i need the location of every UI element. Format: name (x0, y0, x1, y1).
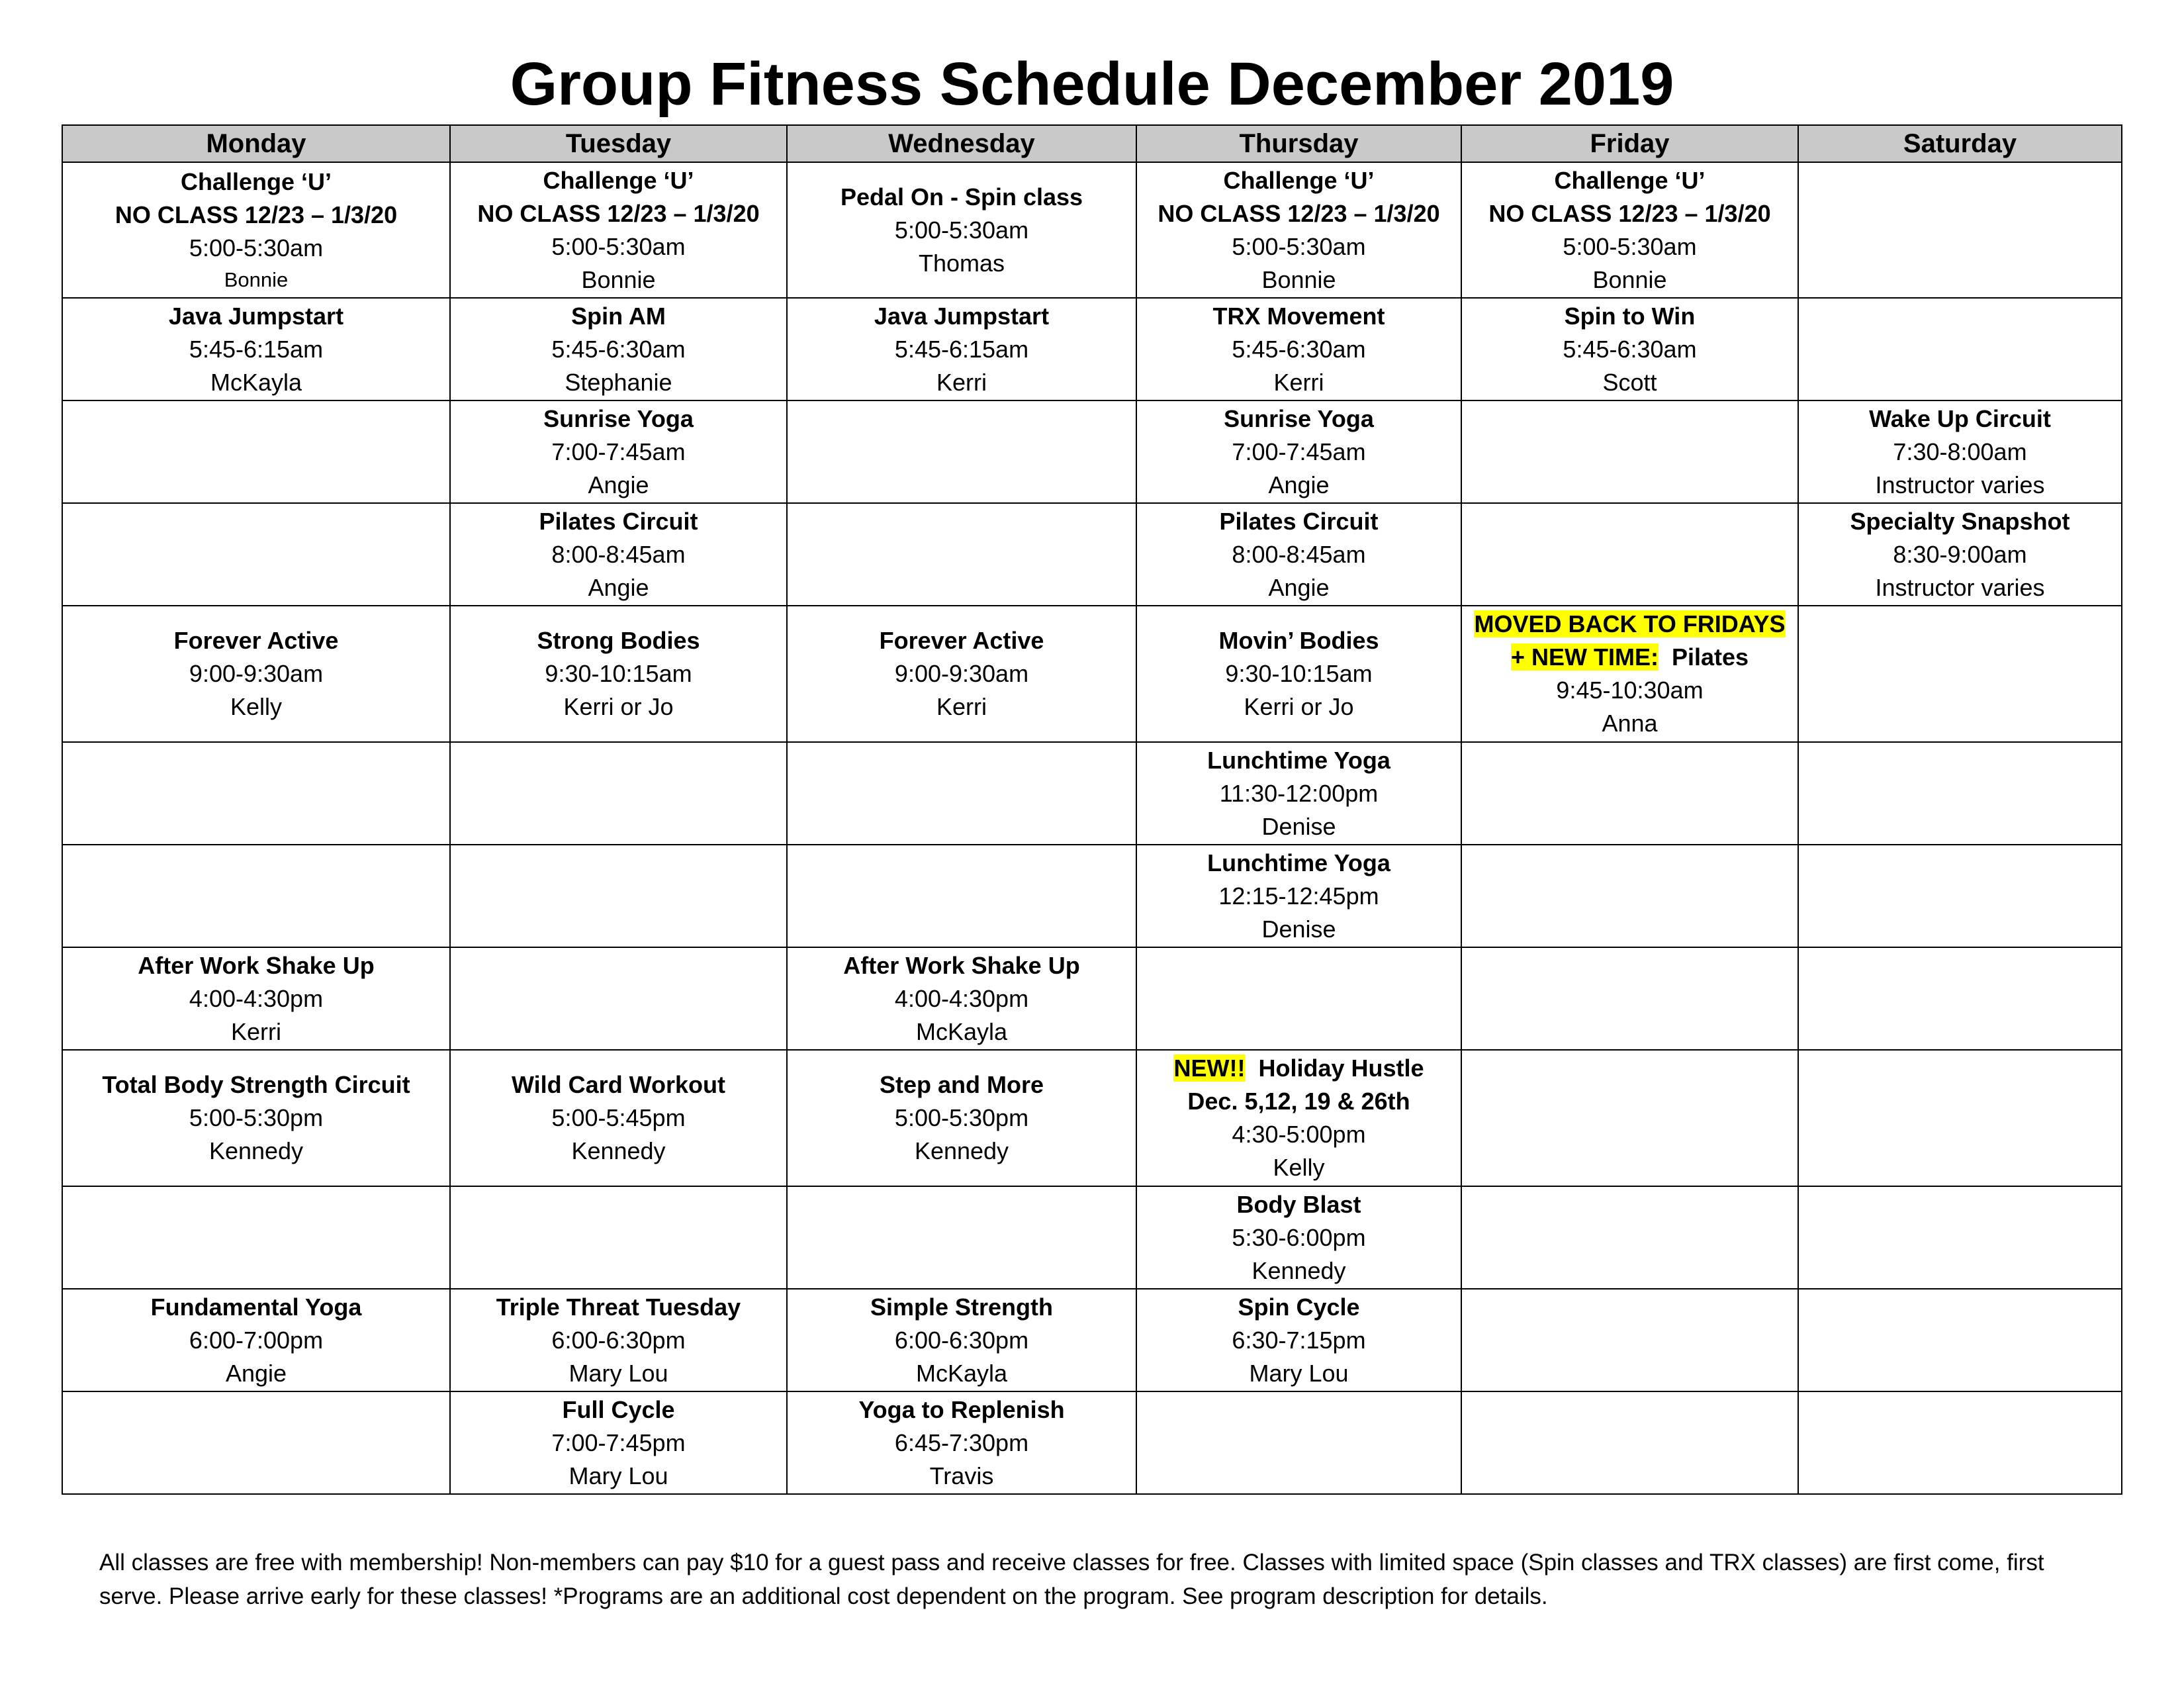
class-line-bold: Yoga to Replenish (858, 1395, 1065, 1423)
highlight-text: NEW!! (1173, 1055, 1246, 1082)
class-line-bold: Challenge ‘U’ (180, 167, 332, 195)
empty-cell-monday (62, 742, 450, 845)
class-cell-tuesday (450, 298, 787, 400)
schedule-row (62, 1186, 2122, 1289)
empty-cell-friday (1461, 947, 1798, 1050)
empty-cell-tuesday (450, 947, 787, 1050)
class-line: Instructor varies (1875, 471, 2045, 498)
class-line: 5:00-5:30pm (189, 1104, 324, 1131)
empty-cell-wednesday (787, 400, 1136, 503)
class-line: Kelly (230, 693, 283, 720)
class-cell-monday (62, 1050, 450, 1186)
class-line-bold: Spin AM (571, 302, 666, 330)
class-line-bold: NO CLASS 12/23 – 1/3/20 (114, 201, 398, 228)
class-line-bold: Body Blast (1236, 1190, 1361, 1218)
class-line: Kennedy (208, 1137, 304, 1164)
class-cell-monday (62, 606, 450, 742)
empty-cell-saturday (1798, 162, 2122, 298)
schedule-row (62, 162, 2122, 298)
schedule-row (62, 1050, 2122, 1186)
class-line-bold: Total Body Strength Circuit (102, 1071, 410, 1098)
empty-cell-friday (1461, 503, 1798, 606)
empty-cell-thursday (1136, 1391, 1461, 1494)
class-line: 8:00-8:45am (551, 540, 686, 568)
schedule-row (62, 1289, 2122, 1391)
class-line: Anna (1602, 710, 1658, 737)
class-line-bold: Pilates Circuit (539, 507, 698, 535)
day-header-row (62, 125, 2122, 162)
class-line: 5:00-5:45pm (551, 1104, 686, 1131)
empty-cell-friday (1461, 1289, 1798, 1391)
empty-cell-monday (62, 503, 450, 606)
class-cell-thursday (1136, 400, 1461, 503)
schedule-body (62, 162, 2122, 1494)
class-line-bold: Sunrise Yoga (1224, 404, 1374, 432)
class-line: 8:30-9:00am (1893, 540, 2027, 568)
class-line: Mary Lou (569, 1462, 668, 1489)
class-line: 4:30-5:00pm (1232, 1121, 1366, 1148)
class-cell-friday (1461, 298, 1798, 400)
class-cell-monday (62, 1289, 450, 1391)
highlight-text: + NEW TIME: (1510, 643, 1659, 671)
footer-note: All classes are free with membership! Non-members can pay $10 for a guest pass and receive classes for free. Classes with limited space (Spin classes and TRX classes) are first come, first serve. Please arrive early for these classes! *Programs are an additional cost dependent on the program. See program description for details. (99, 1550, 2044, 1609)
class-line-bold: Wild Card Workout (512, 1071, 725, 1098)
class-line: Bonnie (1592, 265, 1667, 293)
class-line: 5:45-6:30am (1232, 335, 1366, 363)
empty-cell-saturday (1798, 1289, 2122, 1391)
empty-cell-wednesday (787, 1186, 1136, 1289)
class-line-bold: Lunchtime Yoga (1207, 746, 1390, 774)
empty-cell-wednesday (787, 503, 1136, 606)
class-line: McKayla (210, 368, 302, 396)
class-line: Travis (929, 1462, 994, 1489)
class-line-bold: TRX Movement (1212, 302, 1385, 330)
class-line: 7:00-7:45pm (551, 1429, 686, 1456)
class-line: Angie (588, 471, 649, 498)
class-line: 5:00-5:30am (894, 216, 1029, 244)
empty-cell-friday (1461, 845, 1798, 947)
class-cell-wednesday (787, 1050, 1136, 1186)
empty-cell-tuesday (450, 845, 787, 947)
class-line: Scott (1602, 368, 1657, 396)
class-cell-tuesday (450, 503, 787, 606)
class-line: Denise (1261, 915, 1336, 943)
empty-cell-saturday (1798, 606, 2122, 742)
class-cell-tuesday (450, 606, 787, 742)
empty-cell-saturday (1798, 845, 2122, 947)
class-line: 5:45-6:15am (894, 335, 1029, 363)
class-cell-tuesday (450, 1289, 787, 1391)
class-line: 6:00-7:00pm (189, 1326, 324, 1354)
empty-cell-friday (1461, 400, 1798, 503)
class-line: Angie (225, 1359, 287, 1387)
class-cell-saturday (1798, 400, 2122, 503)
empty-cell-friday (1461, 1050, 1798, 1186)
class-line: 9:00-9:30am (894, 660, 1029, 687)
class-line: 6:00-6:30pm (551, 1326, 686, 1354)
class-line: 9:30-10:15am (1225, 660, 1373, 687)
class-line: 5:45-6:30am (1563, 335, 1697, 363)
class-cell-thursday (1136, 845, 1461, 947)
schedule-row (62, 298, 2122, 400)
class-line: Instructor varies (1875, 573, 2045, 601)
class-line-bold: Spin Cycle (1238, 1293, 1360, 1321)
class-cell-friday (1461, 162, 1798, 298)
day-header-tuesday: Tuesday (450, 125, 787, 162)
highlighted-line (1466, 641, 1794, 674)
schedule-table (62, 124, 2122, 1495)
highlight-text: MOVED BACK TO FRIDAYS (1474, 610, 1786, 637)
class-line: Bonnie (224, 267, 289, 291)
class-line: Mary Lou (569, 1359, 668, 1387)
empty-cell-saturday (1798, 1391, 2122, 1494)
class-cell-monday (62, 162, 450, 298)
class-line-bold: Step and More (879, 1071, 1044, 1098)
class-cell-thursday (1136, 162, 1461, 298)
class-line: Bonnie (1261, 265, 1336, 293)
class-line: Mary Lou (1249, 1359, 1349, 1387)
class-name-suffix: Pilates (1658, 643, 1749, 671)
class-line: Kelly (1273, 1154, 1325, 1181)
class-line: 9:45-10:30am (1556, 677, 1704, 704)
schedule-row (62, 947, 2122, 1050)
class-line: Kennedy (571, 1137, 666, 1164)
class-line: Kerri (1273, 368, 1324, 396)
class-line: 6:30-7:15pm (1232, 1326, 1366, 1354)
empty-cell-thursday (1136, 947, 1461, 1050)
empty-cell-saturday (1798, 298, 2122, 400)
schedule-row (62, 845, 2122, 947)
class-line: 5:30-6:00pm (1232, 1223, 1366, 1251)
class-line: McKayla (915, 1359, 1008, 1387)
class-line: Angie (588, 573, 649, 601)
day-header-friday: Friday (1461, 125, 1798, 162)
class-line-bold: Sunrise Yoga (543, 404, 694, 432)
highlighted-line (1466, 608, 1794, 641)
class-line-bold: Java Jumpstart (168, 302, 344, 330)
class-cell-thursday (1136, 298, 1461, 400)
class-line-bold: Fundamental Yoga (150, 1293, 362, 1321)
class-line: Thomas (918, 249, 1005, 277)
class-line: 8:00-8:45am (1232, 540, 1366, 568)
class-line: McKayla (915, 1017, 1008, 1045)
class-line: 9:30-10:15am (545, 660, 692, 687)
class-line: 4:00-4:30pm (894, 984, 1029, 1012)
class-cell-wednesday (787, 1391, 1136, 1494)
class-line: Kerri (936, 693, 987, 720)
class-cell-monday (62, 298, 450, 400)
class-line: 5:00-5:30am (551, 232, 686, 260)
class-line-bold: Lunchtime Yoga (1207, 849, 1390, 876)
class-line: 7:00-7:45am (1232, 438, 1366, 465)
class-cell-wednesday (787, 298, 1136, 400)
class-line-bold: Java Jumpstart (874, 302, 1050, 330)
class-line: Kerri (230, 1017, 281, 1045)
empty-cell-tuesday (450, 1186, 787, 1289)
class-cell-tuesday (450, 1050, 787, 1186)
class-cell-monday (62, 947, 450, 1050)
class-line-bold: Spin to Win (1564, 302, 1696, 330)
day-header-wednesday: Wednesday (787, 125, 1136, 162)
highlighted-line (1141, 1052, 1457, 1085)
class-cell-thursday (1136, 606, 1461, 742)
class-cell-saturday (1798, 503, 2122, 606)
empty-cell-monday (62, 1391, 450, 1494)
class-line-bold: Challenge ‘U’ (1554, 166, 1706, 194)
class-line-bold: Dec. 5,12, 19 & 26th (1187, 1088, 1410, 1115)
class-line-bold: Pilates Circuit (1219, 507, 1379, 535)
empty-cell-wednesday (787, 845, 1136, 947)
empty-cell-wednesday (787, 742, 1136, 845)
class-cell-thursday (1136, 1050, 1461, 1186)
class-line: Angie (1268, 573, 1330, 601)
day-header-thursday: Thursday (1136, 125, 1461, 162)
class-line-bold: NO CLASS 12/23 – 1/3/20 (477, 199, 760, 227)
class-line: 5:00-5:30am (1563, 232, 1697, 260)
class-line-bold: Specialty Snapshot (1850, 507, 2070, 535)
day-header-monday: Monday (62, 125, 450, 162)
class-line: 5:00-5:30am (1232, 232, 1366, 260)
class-cell-wednesday (787, 1289, 1136, 1391)
empty-cell-saturday (1798, 1186, 2122, 1289)
class-cell-tuesday (450, 1391, 787, 1494)
class-line: 5:00-5:30am (189, 234, 324, 261)
class-line: 12:15-12:45pm (1218, 882, 1379, 910)
class-cell-thursday (1136, 742, 1461, 845)
class-cell-tuesday (450, 162, 787, 298)
class-line-bold: Forever Active (879, 627, 1044, 654)
class-line: Kennedy (1251, 1256, 1346, 1284)
empty-cell-tuesday (450, 742, 787, 845)
empty-cell-monday (62, 1186, 450, 1289)
class-line: 6:00-6:30pm (894, 1326, 1029, 1354)
class-line-bold: After Work Shake Up (843, 951, 1080, 979)
class-cell-wednesday (787, 606, 1136, 742)
empty-cell-saturday (1798, 1050, 2122, 1186)
empty-cell-friday (1461, 742, 1798, 845)
empty-cell-monday (62, 400, 450, 503)
class-line: 11:30-12:00pm (1219, 779, 1379, 807)
class-line-bold: Wake Up Circuit (1869, 404, 2051, 432)
class-line: 5:45-6:15am (189, 335, 324, 363)
empty-cell-saturday (1798, 742, 2122, 845)
class-line: 7:30-8:00am (1893, 438, 2027, 465)
page-title: Group Fitness Schedule December 2019 (510, 50, 1674, 118)
class-line-bold: NO CLASS 12/23 – 1/3/20 (1158, 199, 1440, 227)
class-line: 5:45-6:30am (551, 335, 686, 363)
empty-cell-saturday (1798, 947, 2122, 1050)
class-line-bold: Simple Strength (870, 1293, 1054, 1321)
class-line-bold: Triple Threat Tuesday (496, 1293, 741, 1321)
class-line: Kennedy (914, 1137, 1009, 1164)
class-cell-tuesday (450, 400, 787, 503)
class-line: 6:45-7:30pm (894, 1429, 1029, 1456)
schedule-row (62, 742, 2122, 845)
class-line: 7:00-7:45am (551, 438, 686, 465)
class-line-bold: After Work Shake Up (138, 951, 375, 979)
class-line: Angie (1268, 471, 1330, 498)
class-line: 4:00-4:30pm (189, 984, 324, 1012)
schedule-row (62, 503, 2122, 606)
class-line: 5:00-5:30pm (894, 1104, 1029, 1131)
class-line-bold: Challenge ‘U’ (1223, 166, 1375, 194)
class-line: Stephanie (565, 368, 672, 396)
class-line-bold: Challenge ‘U’ (543, 166, 694, 194)
class-cell-thursday (1136, 1289, 1461, 1391)
class-line-bold: NO CLASS 12/23 – 1/3/20 (1488, 199, 1771, 227)
empty-cell-friday (1461, 1391, 1798, 1494)
schedule-row (62, 1391, 2122, 1494)
empty-cell-monday (62, 845, 450, 947)
class-line: Bonnie (581, 265, 656, 293)
class-line-bold: Strong Bodies (537, 627, 700, 654)
class-cell-thursday (1136, 1186, 1461, 1289)
class-line: Kerri or Jo (563, 693, 674, 720)
class-name-suffix: Holiday Hustle (1245, 1055, 1424, 1082)
class-cell-wednesday (787, 947, 1136, 1050)
class-cell-friday (1461, 606, 1798, 742)
class-line-bold: Pedal On - Spin class (840, 183, 1083, 211)
schedule-row (62, 400, 2122, 503)
day-header-saturday: Saturday (1798, 125, 2122, 162)
empty-cell-friday (1461, 1186, 1798, 1289)
class-line-bold: Full Cycle (562, 1395, 675, 1423)
class-line: 9:00-9:30am (189, 660, 324, 687)
class-cell-wednesday (787, 162, 1136, 298)
class-line-bold: Forever Active (173, 627, 339, 654)
class-line: Denise (1261, 812, 1336, 840)
class-cell-thursday (1136, 503, 1461, 606)
class-line: Kerri or Jo (1244, 693, 1354, 720)
class-line: Kerri (936, 368, 987, 396)
class-line-bold: Movin’ Bodies (1218, 627, 1379, 654)
schedule-row (62, 606, 2122, 742)
